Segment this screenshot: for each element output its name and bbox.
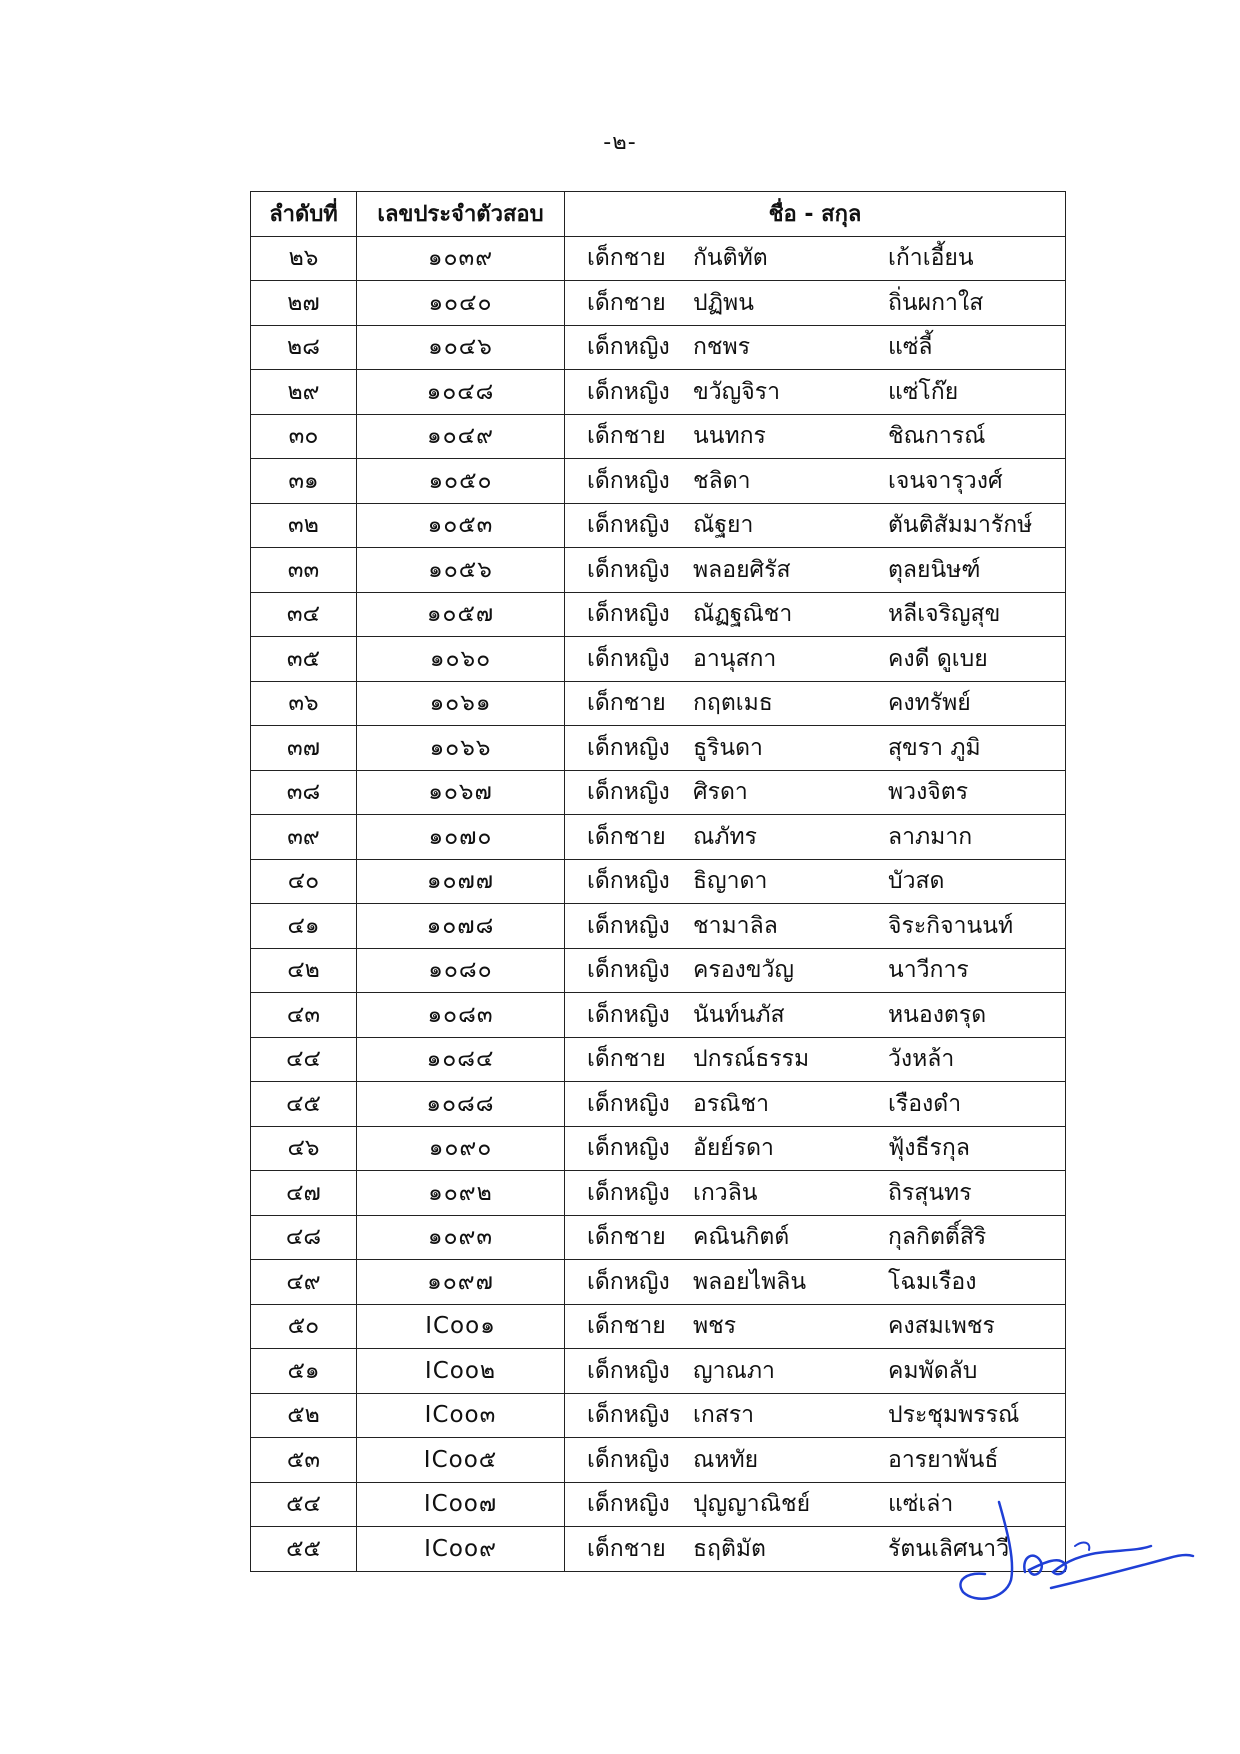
first-name: ปกรณ์ธรรม bbox=[693, 1046, 810, 1073]
last-name: โฉมเรือง bbox=[888, 1268, 977, 1295]
exam-id-cell: ๑๐๗๗ bbox=[357, 859, 565, 904]
last-name: พวงจิตร bbox=[888, 779, 969, 806]
sequence-cell: ๕๑ bbox=[251, 1349, 357, 1394]
table-row bbox=[251, 993, 1066, 1038]
sequence-cell: ๔๑ bbox=[251, 904, 357, 949]
name-parts bbox=[565, 1038, 1065, 1082]
full-name-cell bbox=[565, 770, 1066, 815]
full-name-cell bbox=[565, 236, 1066, 281]
table-row bbox=[251, 1393, 1066, 1438]
sequence-cell: ๕๓ bbox=[251, 1438, 357, 1483]
sequence-cell: ๔๗ bbox=[251, 1171, 357, 1216]
last-name: ฟุ้งธีรกุล bbox=[888, 1135, 970, 1162]
sequence-cell: ๔๓ bbox=[251, 993, 357, 1038]
first-name: ธฤติมัต bbox=[693, 1535, 766, 1562]
name-parts bbox=[565, 1127, 1065, 1171]
name-parts bbox=[565, 771, 1065, 815]
name-prefix: เด็กชาย bbox=[587, 1313, 666, 1340]
full-name-cell bbox=[565, 948, 1066, 993]
name-parts bbox=[565, 370, 1065, 414]
exam-id-cell: ICoo๙ bbox=[357, 1527, 565, 1572]
table-row bbox=[251, 681, 1066, 726]
sequence-cell: ๓๗ bbox=[251, 726, 357, 771]
name-prefix: เด็กหญิง bbox=[587, 779, 670, 806]
first-name: ปฏิพน bbox=[693, 289, 754, 316]
exam-id-cell: ๑๐๙๓ bbox=[357, 1215, 565, 1260]
name-prefix: เด็กชาย bbox=[587, 1224, 666, 1251]
name-parts bbox=[565, 860, 1065, 904]
name-parts bbox=[565, 548, 1065, 592]
name-parts bbox=[565, 1216, 1065, 1260]
name-prefix: เด็กชาย bbox=[587, 245, 666, 272]
exam-id-cell: ICoo๓ bbox=[357, 1393, 565, 1438]
exam-id-cell: ๑๐๖๖ bbox=[357, 726, 565, 771]
name-parts bbox=[565, 682, 1065, 726]
name-prefix: เด็กหญิง bbox=[587, 467, 670, 494]
last-name: หลีเจริญสุข bbox=[888, 601, 1001, 628]
table-row bbox=[251, 1260, 1066, 1305]
first-name: เกสรา bbox=[693, 1402, 755, 1429]
table-row bbox=[251, 1349, 1066, 1394]
first-name: พลอยศิรัส bbox=[693, 556, 791, 583]
name-parts bbox=[565, 459, 1065, 503]
name-prefix: เด็กหญิง bbox=[587, 1357, 670, 1384]
last-name: คมพัดลับ bbox=[888, 1357, 978, 1384]
last-name: จิระกิจานนท์ bbox=[888, 912, 1014, 939]
name-parts bbox=[565, 815, 1065, 859]
table-row bbox=[251, 236, 1066, 281]
table-row bbox=[251, 948, 1066, 993]
first-name: ณัฏฐณิชา bbox=[693, 601, 793, 628]
header-exam-id: เลขประจำตัวสอบ bbox=[357, 192, 565, 237]
name-parts bbox=[565, 726, 1065, 770]
name-prefix: เด็กหญิง bbox=[587, 1090, 670, 1117]
page-number: -๒- bbox=[603, 130, 637, 155]
name-prefix: เด็กหญิง bbox=[587, 1446, 670, 1473]
header-sequence: ลำดับที่ bbox=[251, 192, 357, 237]
first-name: กชพร bbox=[693, 334, 751, 361]
name-parts bbox=[565, 281, 1065, 325]
table-row bbox=[251, 1126, 1066, 1171]
full-name-cell bbox=[565, 1171, 1066, 1216]
table-row bbox=[251, 459, 1066, 504]
table-row bbox=[251, 904, 1066, 949]
name-prefix: เด็กหญิง bbox=[587, 1268, 670, 1295]
exam-id-cell: ๑๐๔๘ bbox=[357, 370, 565, 415]
name-prefix: เด็กหญิง bbox=[587, 512, 670, 539]
table-row bbox=[251, 1215, 1066, 1260]
name-parts bbox=[565, 1260, 1065, 1304]
last-name: ประชุมพรรณ์ bbox=[888, 1402, 1020, 1429]
sequence-cell: ๔๔ bbox=[251, 1037, 357, 1082]
full-name-cell bbox=[565, 1260, 1066, 1305]
last-name: คงสมเพชร bbox=[888, 1313, 995, 1340]
sequence-cell: ๓๙ bbox=[251, 815, 357, 860]
exam-id-cell: ICoo๑ bbox=[357, 1304, 565, 1349]
first-name: อานุสกา bbox=[693, 645, 777, 672]
sequence-cell: ๔๐ bbox=[251, 859, 357, 904]
name-prefix: เด็กหญิง bbox=[587, 378, 670, 405]
sequence-cell: ๓๓ bbox=[251, 548, 357, 593]
table-row bbox=[251, 770, 1066, 815]
last-name: เรืองดำ bbox=[888, 1090, 962, 1117]
first-name: กฤตเมธ bbox=[693, 690, 773, 717]
first-name: พชร bbox=[693, 1313, 737, 1340]
last-name: ถิ่นผกาใส bbox=[888, 289, 984, 316]
table-row bbox=[251, 414, 1066, 459]
last-name: สุขรา ภูมิ bbox=[888, 734, 981, 761]
name-parts bbox=[565, 1082, 1065, 1126]
table-row bbox=[251, 1527, 1066, 1572]
last-name: แซ่โก๊ย bbox=[888, 378, 959, 405]
table-row bbox=[251, 503, 1066, 548]
name-parts bbox=[565, 949, 1065, 993]
exam-id-cell: ๑๐๘๘ bbox=[357, 1082, 565, 1127]
sequence-cell: ๔๖ bbox=[251, 1126, 357, 1171]
name-parts bbox=[565, 1438, 1065, 1482]
full-name-cell bbox=[565, 1126, 1066, 1171]
full-name-cell bbox=[565, 681, 1066, 726]
exam-id-cell: ๑๐๕๖ bbox=[357, 548, 565, 593]
exam-id-cell: ๑๐๕๗ bbox=[357, 592, 565, 637]
full-name-cell bbox=[565, 1393, 1066, 1438]
table-row bbox=[251, 1171, 1066, 1216]
first-name: ชามาลิล bbox=[693, 912, 778, 939]
full-name-cell bbox=[565, 503, 1066, 548]
full-name-cell bbox=[565, 637, 1066, 682]
name-prefix: เด็กชาย bbox=[587, 1046, 666, 1073]
table-body bbox=[251, 236, 1066, 1571]
full-name-cell bbox=[565, 325, 1066, 370]
last-name: หนองตรุด bbox=[888, 1001, 987, 1028]
first-name: ธิญาดา bbox=[693, 868, 768, 895]
last-name: เจนจารุวงศ์ bbox=[888, 467, 1003, 494]
last-name: ชิณการณ์ bbox=[888, 423, 986, 450]
signature-image bbox=[955, 1500, 1195, 1610]
exam-id-cell: ๑๐๘๓ bbox=[357, 993, 565, 1038]
full-name-cell bbox=[565, 1304, 1066, 1349]
exam-id-cell: ๑๐๙๗ bbox=[357, 1260, 565, 1305]
exam-id-cell: ICoo๗ bbox=[357, 1482, 565, 1527]
name-prefix: เด็กหญิง bbox=[587, 1001, 670, 1028]
first-name: กันติทัต bbox=[693, 245, 768, 272]
full-name-cell bbox=[565, 1215, 1066, 1260]
table-row bbox=[251, 1037, 1066, 1082]
full-name-cell bbox=[565, 370, 1066, 415]
first-name: เกวลิน bbox=[693, 1179, 758, 1206]
last-name: ถิรสุนทร bbox=[888, 1179, 972, 1206]
first-name: อัยย์รดา bbox=[693, 1135, 774, 1162]
sequence-cell: ๔๕ bbox=[251, 1082, 357, 1127]
name-prefix: เด็กหญิง bbox=[587, 1402, 670, 1429]
sequence-cell: ๓๐ bbox=[251, 414, 357, 459]
sequence-cell: ๒๗ bbox=[251, 281, 357, 326]
last-name: แซ่เล่า bbox=[888, 1491, 954, 1518]
first-name: ณภัทร bbox=[693, 823, 758, 850]
table-row bbox=[251, 1082, 1066, 1127]
full-name-cell bbox=[565, 904, 1066, 949]
exam-id-cell: ๑๐๘๐ bbox=[357, 948, 565, 993]
sequence-cell: ๕๒ bbox=[251, 1393, 357, 1438]
full-name-cell bbox=[565, 459, 1066, 504]
last-name: ตุลยนิษฑ์ bbox=[888, 556, 981, 583]
exam-id-cell: ๑๐๖๗ bbox=[357, 770, 565, 815]
exam-id-cell: ๑๐๗๘ bbox=[357, 904, 565, 949]
sequence-cell: ๓๕ bbox=[251, 637, 357, 682]
table-row bbox=[251, 592, 1066, 637]
name-prefix: เด็กหญิง bbox=[587, 334, 670, 361]
student-roster-table bbox=[250, 191, 1066, 1572]
name-parts bbox=[565, 993, 1065, 1037]
table-row bbox=[251, 548, 1066, 593]
name-parts bbox=[565, 1394, 1065, 1438]
name-prefix: เด็กหญิง bbox=[587, 1135, 670, 1162]
name-parts bbox=[565, 637, 1065, 681]
last-name: นาวีการ bbox=[888, 957, 969, 984]
last-name: รัตนเลิศนาวี bbox=[888, 1535, 1010, 1562]
exam-id-cell: ๑๐๙๐ bbox=[357, 1126, 565, 1171]
first-name: ญาณภา bbox=[693, 1357, 775, 1384]
sequence-cell: ๕๐ bbox=[251, 1304, 357, 1349]
table-row bbox=[251, 370, 1066, 415]
last-name: อารยาพันธ์ bbox=[888, 1446, 999, 1473]
full-name-cell bbox=[565, 1349, 1066, 1394]
full-name-cell bbox=[565, 993, 1066, 1038]
first-name: คณินกิตต์ bbox=[693, 1224, 790, 1251]
table-row bbox=[251, 1304, 1066, 1349]
table-row bbox=[251, 1438, 1066, 1483]
exam-id-cell: ๑๐๘๔ bbox=[357, 1037, 565, 1082]
sequence-cell: ๒๙ bbox=[251, 370, 357, 415]
name-prefix: เด็กหญิง bbox=[587, 1179, 670, 1206]
table-header-row bbox=[251, 192, 1066, 237]
first-name: ณหทัย bbox=[693, 1446, 759, 1473]
name-parts bbox=[565, 904, 1065, 948]
table-row bbox=[251, 726, 1066, 771]
name-prefix: เด็กชาย bbox=[587, 823, 666, 850]
first-name: ศิรดา bbox=[693, 779, 748, 806]
name-parts bbox=[565, 593, 1065, 637]
exam-id-cell: ๑๐๓๙ bbox=[357, 236, 565, 281]
exam-id-cell: ๑๐๖๑ bbox=[357, 681, 565, 726]
full-name-cell bbox=[565, 592, 1066, 637]
sequence-cell: ๒๘ bbox=[251, 325, 357, 370]
full-name-cell bbox=[565, 815, 1066, 860]
first-name: พลอยไพลิน bbox=[693, 1268, 807, 1295]
first-name: นนทกร bbox=[693, 423, 766, 450]
exam-id-cell: ๑๐๙๒ bbox=[357, 1171, 565, 1216]
full-name-cell bbox=[565, 1438, 1066, 1483]
last-name: ลาภมาก bbox=[888, 823, 973, 850]
name-parts bbox=[565, 1305, 1065, 1349]
name-prefix: เด็กชาย bbox=[587, 423, 666, 450]
sequence-cell: ๓๑ bbox=[251, 459, 357, 504]
exam-id-cell: ๑๐๕๓ bbox=[357, 503, 565, 548]
sequence-cell: ๔๒ bbox=[251, 948, 357, 993]
first-name: อรณิชา bbox=[693, 1090, 770, 1117]
name-prefix: เด็กหญิง bbox=[587, 957, 670, 984]
full-name-cell bbox=[565, 548, 1066, 593]
sequence-cell: ๕๕ bbox=[251, 1527, 357, 1572]
exam-id-cell: ๑๐๕๐ bbox=[357, 459, 565, 504]
first-name: ชลิดา bbox=[693, 467, 751, 494]
name-prefix: เด็กหญิง bbox=[587, 868, 670, 895]
exam-id-cell: ๑๐๔๖ bbox=[357, 325, 565, 370]
sequence-cell: ๒๖ bbox=[251, 236, 357, 281]
first-name: ธูรินดา bbox=[693, 734, 763, 761]
last-name: แซ่ลี้ bbox=[888, 334, 933, 361]
first-name: ปุญญาณิชย์ bbox=[693, 1491, 811, 1518]
full-name-cell bbox=[565, 414, 1066, 459]
table-row bbox=[251, 325, 1066, 370]
full-name-cell bbox=[565, 1037, 1066, 1082]
last-name: วังหล้า bbox=[888, 1046, 955, 1073]
name-parts bbox=[565, 326, 1065, 370]
last-name: ตันติสัมมารักษ์ bbox=[888, 512, 1033, 539]
full-name-cell bbox=[565, 726, 1066, 771]
name-prefix: เด็กหญิง bbox=[587, 601, 670, 628]
exam-id-cell: ๑๐๔๐ bbox=[357, 281, 565, 326]
full-name-cell bbox=[565, 1082, 1066, 1127]
name-prefix: เด็กชาย bbox=[587, 289, 666, 316]
first-name: นันท์นภัส bbox=[693, 1001, 785, 1028]
last-name: บัวสด bbox=[888, 868, 945, 895]
name-prefix: เด็กหญิง bbox=[587, 912, 670, 939]
sequence-cell: ๔๙ bbox=[251, 1260, 357, 1305]
name-prefix: เด็กหญิง bbox=[587, 645, 670, 672]
first-name: ณัฐยา bbox=[693, 512, 754, 539]
sequence-cell: ๔๘ bbox=[251, 1215, 357, 1260]
name-prefix: เด็กหญิง bbox=[587, 556, 670, 583]
exam-id-cell: ICoo๒ bbox=[357, 1349, 565, 1394]
table-row bbox=[251, 815, 1066, 860]
sequence-cell: ๓๔ bbox=[251, 592, 357, 637]
full-name-cell bbox=[565, 859, 1066, 904]
exam-id-cell: ๑๐๖๐ bbox=[357, 637, 565, 682]
name-prefix: เด็กชาย bbox=[587, 1535, 666, 1562]
last-name: คงทรัพย์ bbox=[888, 690, 971, 717]
sequence-cell: ๓๘ bbox=[251, 770, 357, 815]
name-prefix: เด็กชาย bbox=[587, 690, 666, 717]
table-row bbox=[251, 637, 1066, 682]
exam-id-cell: ๑๐๗๐ bbox=[357, 815, 565, 860]
sequence-cell: ๓๖ bbox=[251, 681, 357, 726]
full-name-cell bbox=[565, 281, 1066, 326]
sequence-cell: ๕๔ bbox=[251, 1482, 357, 1527]
last-name: คงดี ดูเบย bbox=[888, 645, 988, 672]
table-row bbox=[251, 859, 1066, 904]
exam-id-cell: ICoo๕ bbox=[357, 1438, 565, 1483]
table-row bbox=[251, 1482, 1066, 1527]
table-row bbox=[251, 281, 1066, 326]
last-name: เก้าเอี้ยน bbox=[888, 245, 974, 272]
name-parts bbox=[565, 1349, 1065, 1393]
exam-id-cell: ๑๐๔๙ bbox=[357, 414, 565, 459]
header-full-name: ชื่อ - สกุล bbox=[565, 192, 1066, 237]
sequence-cell: ๓๒ bbox=[251, 503, 357, 548]
name-parts bbox=[565, 1171, 1065, 1215]
first-name: ครองขวัญ bbox=[693, 957, 795, 984]
first-name: ขวัญจิรา bbox=[693, 378, 780, 405]
name-prefix: เด็กหญิง bbox=[587, 734, 670, 761]
name-parts bbox=[565, 504, 1065, 548]
name-parts bbox=[565, 415, 1065, 459]
name-prefix: เด็กหญิง bbox=[587, 1491, 670, 1518]
last-name: กุลกิตติ์สิริ bbox=[888, 1224, 987, 1251]
name-parts bbox=[565, 237, 1065, 281]
